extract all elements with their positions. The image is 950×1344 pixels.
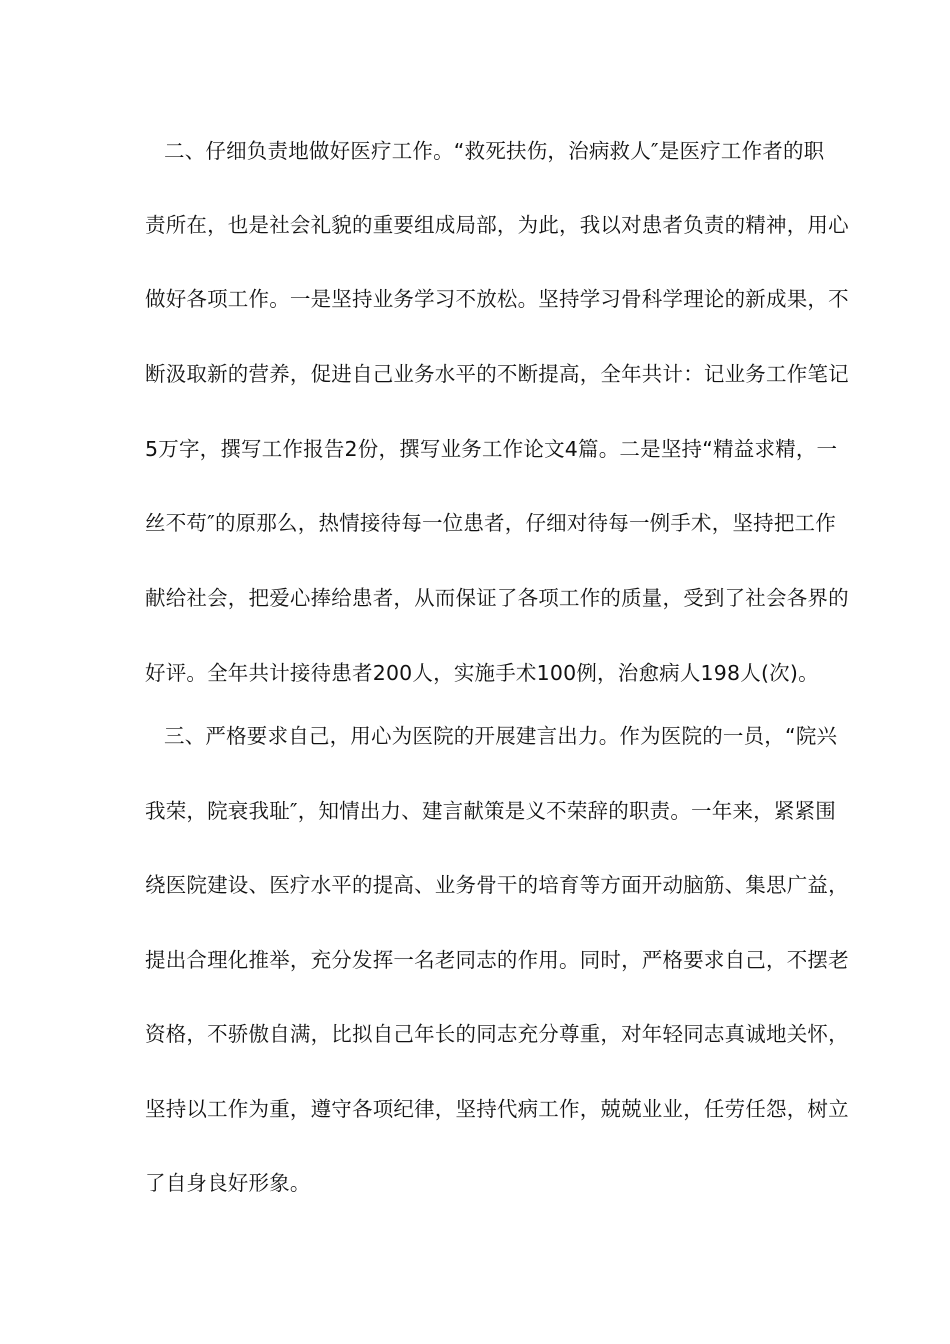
paragraph-3-line-6: 坚持以工作为重，遵守各项纪律，坚持代病工作，兢兢业业，任劳任怨，树立 [145,1097,849,1121]
paragraph-2-line-6: 丝不苟″的原那么，热情接待每一位患者，仔细对待每一例手术，坚持把工作 [145,511,836,535]
paragraph-3-line-4: 提出合理化推举，充分发挥一名老同志的作用。同时，严格要求自己，不摆老 [145,948,849,972]
paragraph-2-line-3: 做好各项工作。一是坚持业务学习不放松。坚持学习骨科学理论的新成果，不 [145,287,849,311]
paragraph-2-line-8: 好评。全年共计接待患者200人，实施手术100例，治愈病人198人(次)。 [145,661,819,685]
paragraph-2-line-5: 5万字，撰写工作报告2份，撰写业务工作论文4篇。二是坚持“精益求精，一 [145,437,838,461]
paragraph-3-line-5: 资格，不骄傲自满，比拟自己年长的同志充分尊重，对年轻同志真诚地关怀， [145,1022,849,1046]
paragraph-3-line-3: 绕医院建设、医疗水平的提高、业务骨干的培育等方面开动脑筋、集思广益， [145,873,849,897]
paragraph-2-line-2: 责所在，也是社会礼貌的重要组成局部，为此，我以对患者负责的精神，用心 [145,213,849,237]
paragraph-2-line-1: 二、仔细负责地做好医疗工作。“救死扶伤，治病救人″是医疗工作者的职 [164,139,825,163]
paragraph-3-line-1: 三、严格要求自己，用心为医院的开展建言出力。作为医院的一员，“院兴 [164,724,838,748]
paragraph-2-line-4: 断汲取新的营养，促进自己业务水平的不断提高，全年共计：记业务工作笔记 [145,362,849,386]
paragraph-3-line-7: 了自身良好形象。 [145,1171,311,1195]
paragraph-2-line-7: 献给社会，把爱心捧给患者，从而保证了各项工作的质量，受到了社会各界的 [145,586,849,610]
paragraph-3-line-2: 我荣，院衰我耻″，知情出力、建言献策是义不荣辞的职责。一年来，紧紧围 [145,799,836,823]
